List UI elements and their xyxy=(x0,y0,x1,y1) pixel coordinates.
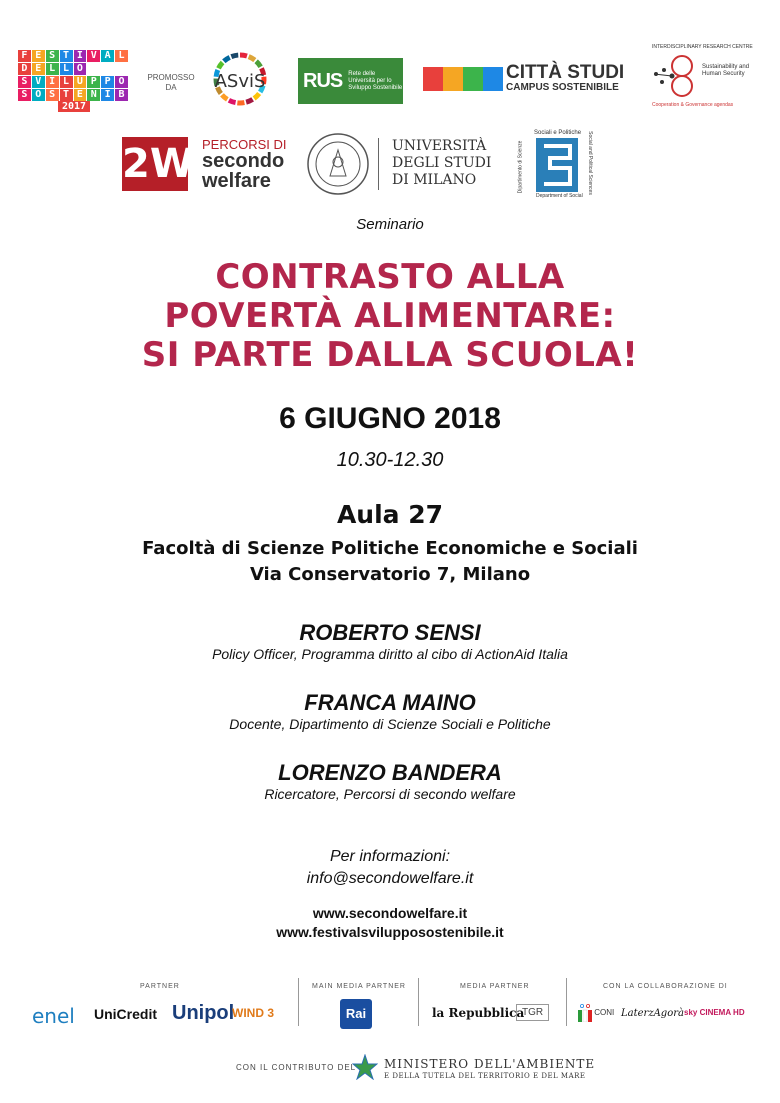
event-date: 6 GIUGNO 2018 xyxy=(279,402,501,435)
speaker-name: LORENZO BANDERA xyxy=(278,760,502,785)
contribution-label: CON IL CONTRIBUTO DEL xyxy=(236,1063,357,1072)
collaboration-label: CON LA COLLABORAZIONE DI xyxy=(603,983,728,990)
divider xyxy=(418,978,419,1026)
festival-letter-tile: D xyxy=(18,63,31,75)
event-room: Aula 27 xyxy=(336,500,444,529)
main-media-partner-label: MAIN MEDIA PARTNER xyxy=(312,983,406,990)
website-link[interactable]: www.festivalsvilupposostenibile.it xyxy=(276,924,504,940)
ministry-name: MINISTERO DELL'AMBIENTE xyxy=(384,1057,596,1071)
festival-letter-tile: S xyxy=(46,89,59,101)
event-venue: Facoltà di Scienze Politiche Economiche e Sociali Via Conservatorio 7, Milano xyxy=(142,538,638,585)
sky-cinema-logo: sky CINEMA HD xyxy=(684,1008,745,1017)
festival-letter-tile: I xyxy=(74,50,87,62)
festival-letter-tile: N xyxy=(87,89,100,101)
wind3-logo: WIND 3 xyxy=(232,1006,274,1020)
color-bars-icon xyxy=(423,67,503,91)
ministry-subtitle: E DELLA TUTELA DEL TERRITORIO E DEL MARE xyxy=(384,1072,586,1080)
asvis-ring-segment xyxy=(254,93,259,98)
festival-letter-tile: O xyxy=(32,89,45,101)
unipol-logo: Unipol xyxy=(172,1002,235,1024)
asvis-ring-segment xyxy=(222,95,227,100)
secondo-welfare-logo: 2W PERCORSI DI secondo welfare xyxy=(122,137,287,192)
speaker-name: FRANCA MAINO xyxy=(304,690,476,715)
festival-year: 2017 xyxy=(58,101,90,112)
enel-logo: enel xyxy=(32,1004,75,1028)
speaker xyxy=(0,620,780,662)
rai-logo: Rai xyxy=(340,999,372,1029)
asvis-ring-segment xyxy=(219,63,223,69)
divider xyxy=(378,138,379,190)
coni-shield-icon xyxy=(578,1004,592,1022)
asvis-ring-segment xyxy=(224,57,230,61)
coni-logo: CONI xyxy=(578,1004,614,1022)
festival-letter-tile: V xyxy=(87,50,100,62)
speaker xyxy=(0,760,780,802)
asvis-ring-segment xyxy=(256,61,260,66)
festival-letter-tile: L xyxy=(115,50,128,62)
festival-letter-tile: S xyxy=(46,50,59,62)
asvis-ring-icon xyxy=(203,52,277,106)
rus-logo: RUS Rete delle Università per lo Sviluppo Sostenibile xyxy=(298,58,403,104)
network-icon xyxy=(652,52,700,100)
asvis-logo xyxy=(203,52,277,106)
festival-letter-tile: P xyxy=(87,76,100,88)
festival-letter-tile: I xyxy=(101,89,114,101)
website-link[interactable]: www.secondowelfare.it xyxy=(312,905,468,921)
asvis-ring-segment xyxy=(246,99,252,102)
media-partner-label: MEDIA PARTNER xyxy=(460,983,530,990)
sps-emblem-icon xyxy=(536,138,578,192)
unimi-seal-icon xyxy=(306,132,370,196)
festival-letter-tile: S xyxy=(18,89,31,101)
event-title: CONTRASTO ALLA POVERTÀ ALIMENTARE: SI PARTE DALLA SCUOLA! xyxy=(141,257,639,375)
contact-info: Per informazioni: info@secondowelfare.it xyxy=(0,846,780,890)
partner-label: PARTNER xyxy=(140,983,180,990)
event-type: Seminario xyxy=(356,216,424,233)
shs-research-centre-logo: INTERDISCIPLINARY RESEARCH CENTRE Sustainability and Human Security Cooperation & Governance agendas xyxy=(652,44,753,108)
asvis-ring-segment xyxy=(231,55,238,57)
festival-letter-tile: L xyxy=(46,63,59,75)
laterza-agora-logo: LaterzAgorà xyxy=(621,1008,684,1019)
festival-letter-tile: U xyxy=(74,76,87,88)
ministry-star-icon xyxy=(352,1054,378,1080)
asvis-ring-segment xyxy=(240,55,247,56)
festival-letter-tile xyxy=(101,63,114,75)
secondo-welfare-mark-icon: 2W xyxy=(122,137,188,191)
festival-letter-tile: O xyxy=(74,63,87,75)
promosso-da-label: PROMOSSO DA xyxy=(147,73,195,92)
tgr-logo: TGR xyxy=(516,1004,549,1021)
contact-email[interactable]: info@secondowelfare.it xyxy=(306,870,474,887)
festival-letter-tile: O xyxy=(115,76,128,88)
unicredit-logo: UniCredit xyxy=(94,1006,157,1022)
festival-sviluppo-logo xyxy=(18,50,128,101)
festival-letter-tile: E xyxy=(74,89,87,101)
speaker-name: ROBERTO SENSI xyxy=(299,620,481,645)
department-logo: Sociali e Politiche Dipartimento di Scienze Social and Political Sciences Department of Social xyxy=(517,130,593,199)
divider xyxy=(298,978,299,1026)
unimi-logo: UNIVERSITÀ DEGLI STUDI DI MILANO xyxy=(306,132,496,196)
festival-letter-tile: E xyxy=(32,50,45,62)
speaker-role: Docente, Dipartimento di Scienze Sociali e Politiche xyxy=(229,716,551,732)
festival-letter-tile: S xyxy=(18,76,31,88)
festival-letter-tile: T xyxy=(60,50,73,62)
festival-letter-tile: L xyxy=(60,63,73,75)
speaker xyxy=(0,690,780,732)
festival-letter-tile xyxy=(115,63,128,75)
event-time: 10.30-12.30 xyxy=(336,449,444,471)
festival-letter-tile: E xyxy=(32,63,45,75)
festival-letter-tile: F xyxy=(18,50,31,62)
festival-letter-tile: A xyxy=(101,50,114,62)
festival-letter-tile: B xyxy=(115,89,128,101)
speaker-role: Ricercatore, Percorsi di secondo welfare xyxy=(264,786,516,802)
festival-letter-tile: P xyxy=(101,76,114,88)
citta-studi-logo: CITTÀ STUDI CAMPUS SOSTENIBILE xyxy=(423,62,633,98)
festival-letter-tile xyxy=(87,63,100,75)
repubblica-logo: la Repubblica xyxy=(432,1006,525,1020)
asvis-ring-segment xyxy=(249,57,255,60)
speaker-role: Policy Officer, Programma diritto al cibo di ActionAid Italia xyxy=(212,646,568,662)
divider xyxy=(566,978,567,1026)
websites xyxy=(0,904,780,942)
asvis-ring-segment xyxy=(229,100,236,102)
festival-letter-tile: I xyxy=(46,76,59,88)
festival-letter-tile: V xyxy=(32,76,45,88)
festival-letter-tile: L xyxy=(60,76,73,88)
svg-text:ASviS: ASviS xyxy=(214,71,266,92)
festival-letter-tile: T xyxy=(60,89,73,101)
